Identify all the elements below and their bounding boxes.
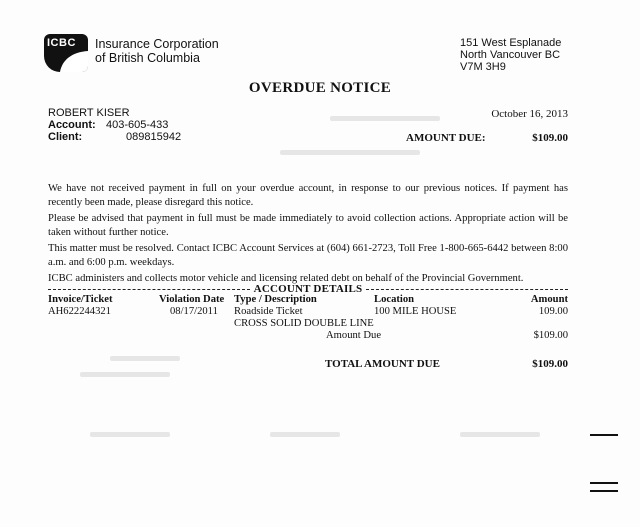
address-line2: North Vancouver BC: [460, 49, 561, 61]
scan-edge-mark: [590, 482, 618, 484]
amount-due-value: $109.00: [532, 132, 568, 144]
paragraph-provincial-debt: ICBC administers and collects motor vehicle and licensing related debt on behalf of the Provincial Government.: [48, 273, 524, 284]
organization-name: [95, 37, 219, 65]
account-label: Account:: [48, 119, 96, 131]
logo-swoosh-icon: [44, 34, 88, 72]
client-number: 089815942: [126, 131, 182, 143]
column-header-invoice: Invoice/Ticket: [48, 294, 113, 305]
dashed-rule-left: [48, 289, 250, 290]
notice-date: October 16, 2013: [491, 108, 568, 120]
account-number: 403-605-433: [106, 119, 169, 131]
notice-title: OVERDUE NOTICE: [248, 80, 392, 96]
subtotal-label: Amount Due: [326, 330, 382, 341]
recipient-name: ROBERT KISER: [48, 107, 130, 119]
total-amount-due-label: TOTAL AMOUNT DUE: [325, 358, 440, 370]
organization-address: [460, 37, 561, 73]
column-header-amount: Amount: [530, 294, 568, 305]
paragraph-contact-info: This matter must be resolved. Contact ICBC Account Services at (604) 661-2723, Toll Free 1-800-665-6442 between 8:00 a.m. and 6:00 p.m. weekdays.: [48, 243, 568, 268]
paragraph-collection-warning: Please be advised that payment in full must be made immediately to avoid collection actions. Appropriate action will be taken without further notice.: [48, 213, 568, 238]
scan-edge-mark: [590, 434, 618, 436]
violation-location: 100 MILE HOUSE: [374, 306, 457, 317]
bleed-through-mark: [330, 116, 440, 121]
org-name-line1: Insurance Corporation: [95, 37, 219, 51]
violation-date: 08/17/2011: [170, 306, 218, 317]
subtotal-value: $109.00: [533, 330, 568, 341]
bleed-through-mark: [280, 150, 420, 155]
bleed-through-mark: [90, 432, 170, 437]
bleed-through-mark: [460, 432, 540, 437]
amount-due-label: AMOUNT DUE:: [406, 132, 486, 144]
scan-edge-mark: [590, 490, 618, 492]
column-header-location: Location: [374, 294, 415, 305]
client-label: Client:: [48, 131, 83, 143]
recipient-block: [48, 107, 181, 143]
bleed-through-mark: [80, 372, 170, 377]
column-header-type: Type / Description: [234, 294, 317, 305]
violation-type: Roadside Ticket: [234, 306, 303, 317]
address-line1: 151 West Esplanade: [460, 37, 562, 49]
bleed-through-mark: [270, 432, 340, 437]
row-amount: 109.00: [538, 306, 568, 317]
paragraph-payment-status: We have not received payment in full on your overdue account, in response to our previous notices. If payment has recently been made, please disregard this notice.: [48, 183, 568, 208]
violation-description: CROSS SOLID DOUBLE LINE: [234, 318, 374, 329]
invoice-number: AH622244321: [48, 306, 111, 317]
total-amount-due-value: $109.00: [532, 358, 568, 370]
address-line3: V7M 3H9: [460, 61, 506, 73]
bleed-through-mark: [110, 356, 180, 361]
org-name-line2: of British Columbia: [95, 51, 200, 65]
dashed-rule-right: [366, 289, 568, 290]
column-header-violation-date: Violation Date: [159, 294, 225, 305]
logo-text: ICBC: [47, 37, 76, 49]
account-details-title: ACCOUNT DETAILS: [253, 283, 363, 295]
icbc-logo: [44, 34, 88, 72]
